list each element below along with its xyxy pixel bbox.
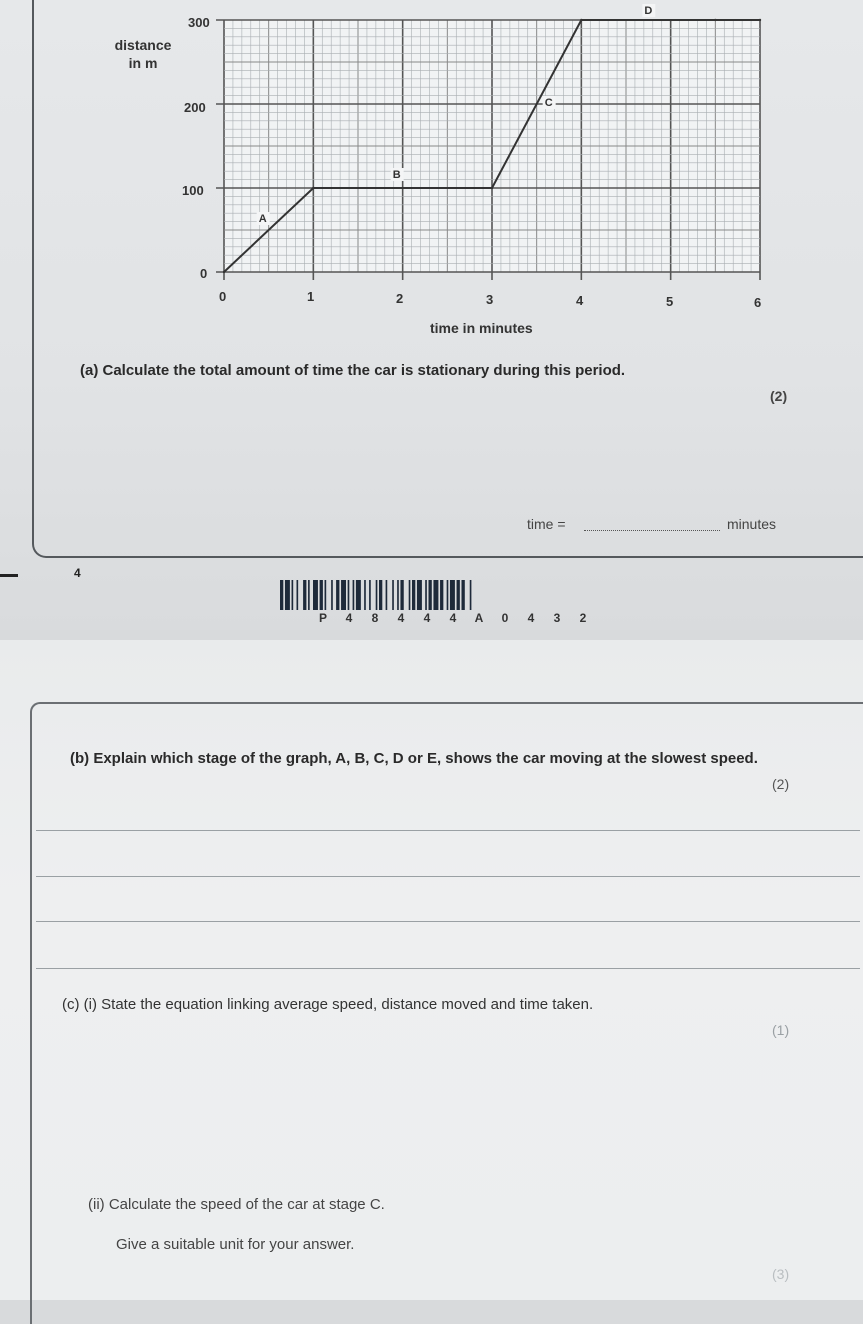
barcode-bar [450,580,455,610]
graph-grid [216,20,760,280]
question-b-marks: (2) [772,776,790,792]
question-c-ii-subtext: Give a suitable unit for your answer. [116,1236,355,1253]
barcode-bar [400,580,403,610]
barcode-bar [376,580,378,610]
question-a-text: (a) Calculate the total amount of time the car is stationary during this period. [80,362,626,379]
question-c-i-text: (c) (i) State the equation linking average speed, distance moved and time taken. [62,996,594,1013]
data-point [759,19,761,21]
x-tick-4: 4 [576,293,584,308]
x-tick-3: 3 [486,292,494,307]
segment-label-d: D [644,5,653,17]
data-point [223,271,225,273]
segment-label-b: B [392,169,401,181]
question-a-marks: (2) [770,388,788,404]
barcode-bar [297,580,299,610]
x-tick-2: 2 [396,291,404,306]
answer-b-line-4[interactable] [36,968,860,969]
barcode-bar [325,580,327,610]
barcode-bar [386,580,388,610]
barcode-bar [429,580,432,610]
barcode-bar [353,580,355,610]
answer-b-line-1[interactable] [36,830,860,831]
x-tick-0: 0 [219,289,227,304]
y-tick-300: 300 [188,15,210,30]
page-number: 4 [74,566,81,580]
barcode-bar [369,580,371,610]
barcode-bar [313,580,318,610]
y-tick-100: 100 [182,183,204,198]
question-c-ii-marks: (3) [772,1266,790,1282]
barcode-bar [292,580,294,610]
y-axis-label-line1: distance [114,37,172,53]
barcode-char: 4 [423,611,431,625]
barcode-char: 4 [345,611,353,625]
barcode-bar [336,580,339,610]
barcode-bar [364,580,366,610]
barcode-text [310,611,596,625]
barcode-char: 3 [553,611,561,625]
barcode-bar [280,580,283,610]
barcode-bar [462,580,465,610]
question-c-i-marks: (1) [772,1022,790,1038]
barcode-bar [397,580,399,610]
segment-label-a: A [258,213,267,225]
question-c-ii-text: (ii) Calculate the speed of the car at stage C. [88,1196,385,1213]
barcode-bar [447,580,449,610]
data-point [714,19,716,21]
barcode-char: A [474,611,484,625]
margin-bar [0,574,18,577]
barcode-bar [392,580,394,610]
barcode-char: 4 [449,611,457,625]
barcode-bar [457,580,460,610]
barcode-bar [379,580,382,610]
barcode-bar [417,580,422,610]
barcode-bar [470,580,472,610]
answer-a-label: time = [527,516,566,532]
x-axis-label: time in minutes [430,320,533,336]
barcode-bar [308,580,310,610]
barcode-bar [356,580,361,610]
data-point [312,187,314,189]
data-point [580,19,582,21]
answer-a-unit: minutes [727,516,777,532]
y-tick-0: 0 [200,266,208,281]
barcode [280,580,622,610]
answer-b-line-3[interactable] [36,921,860,922]
answer-b-line-2[interactable] [36,876,860,877]
barcode-char: P [318,611,327,625]
barcode-char: 4 [397,611,405,625]
question-box-bottom [30,702,863,1324]
x-tick-6: 6 [754,295,762,310]
question-b-text: (b) Explain which stage of the graph, A, B, C, D or E, shows the car moving at the slowest speed. [70,750,758,767]
barcode-char: 0 [501,611,509,625]
barcode-bar [433,580,438,610]
barcode-bar [341,580,346,610]
barcode-bar [425,580,427,610]
x-tick-5: 5 [666,294,674,309]
data-point [491,187,493,189]
barcode-char: 8 [371,611,379,625]
barcode-bar [409,580,411,610]
barcode-bar [440,580,443,610]
distance-time-graph [0,0,863,320]
barcode-bar [331,580,333,610]
answer-a-field[interactable] [584,530,720,531]
y-tick-200: 200 [184,100,206,115]
barcode-bar [303,580,306,610]
barcode-char: 2 [579,611,587,625]
barcode-bar [285,580,290,610]
x-tick-1: 1 [307,289,315,304]
barcode-char: 4 [527,611,535,625]
segment-label-c: C [544,97,553,109]
barcode-bar [348,580,350,610]
barcode-bar [412,580,415,610]
barcode-bar [320,580,323,610]
y-axis-label-line2: in m [128,55,158,71]
